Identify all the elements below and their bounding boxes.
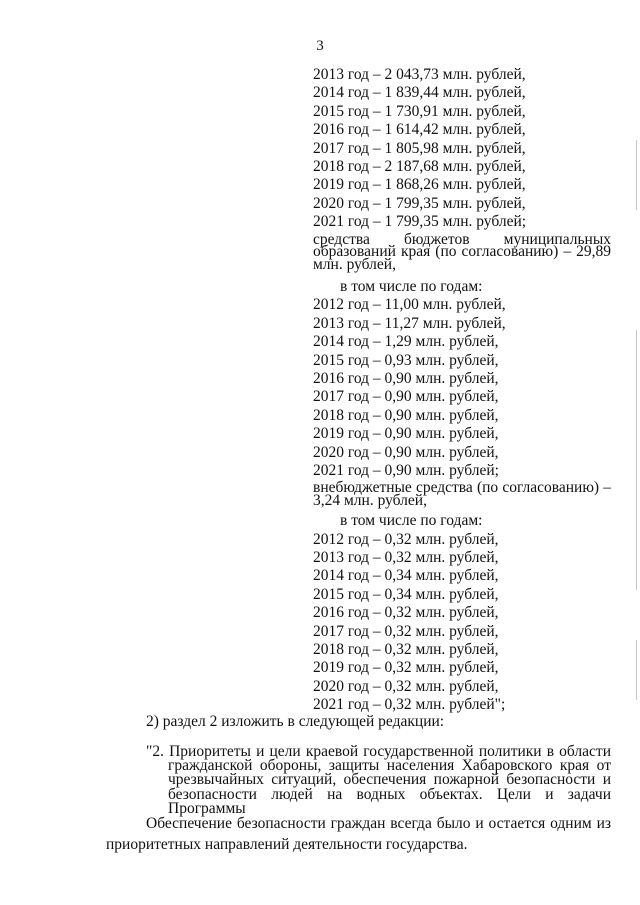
regional-budget-year-line: 2018 год – 2 187,68 млн. рублей, (313, 157, 526, 175)
regional-budget-year-line: 2015 год – 1 730,91 млн. рублей, (313, 102, 526, 120)
scan-margin-line (636, 140, 637, 210)
municipal-budget-list (313, 296, 611, 480)
funding-column (313, 66, 611, 715)
scan-margin-line (636, 640, 637, 700)
municipal-budget-year-line: 2018 год – 0,90 млн. рублей, (313, 406, 499, 424)
section-heading: "2. Приоритеты и цели краевой государственной политики в области гражданской обороны, защиты населения Хабаровского края от чрезвычайных ситуаций, обеспечения пожарной безопасности и безопасности людей на водных объектах. Цели и задачи Программы (146, 743, 611, 817)
regional-budget-year-line: 2016 год – 1 614,42 млн. рублей, (313, 121, 526, 139)
extrabudgetary-year-line: 2019 год – 0,32 млн. рублей, (313, 659, 499, 677)
municipal-budget-year-line: 2012 год – 11,00 млн. рублей, (313, 296, 506, 314)
section-change-instruction: 2) раздел 2 изложить в следующей редакции: (146, 713, 445, 730)
extrabudgetary-year-line: 2020 год – 0,32 млн. рублей, (313, 677, 499, 695)
municipal-budget-year-line: 2014 год – 1,29 млн. рублей, (313, 333, 499, 351)
municipal-budget-subheading: в том числе по годам: (340, 278, 483, 296)
regional-budget-list (313, 66, 611, 232)
municipal-budget-year-line: 2015 год – 0,93 млн. рублей, (313, 351, 499, 369)
body-paragraph: Обеспечение безопасности граждан всегда было и остается одним из приоритетных направлений деятельности государства. (106, 815, 611, 853)
regional-budget-year-line: 2013 год – 2 043,73 млн. рублей, (313, 66, 526, 83)
extrabudgetary-year-line: 2012 год – 0,32 млн. рублей, (313, 530, 499, 548)
municipal-budget-year-line: 2020 год – 0,90 млн. рублей, (313, 443, 499, 461)
extrabudgetary-heading: внебюджетные средства (по согласованию) – 3,24 млн. рублей, (313, 479, 611, 509)
extrabudgetary-year-line: 2015 год – 0,34 млн. рублей, (313, 585, 499, 603)
municipal-budget-year-line: 2013 год – 11,27 млн. рублей, (313, 314, 506, 332)
regional-budget-year-line: 2017 год – 1 805,98 млн. рублей, (313, 139, 526, 157)
extrabudgetary-year-line: 2017 год – 0,32 млн. рублей, (313, 622, 499, 640)
regional-budget-year-line: 2019 год – 1 868,26 млн. рублей, (313, 176, 526, 194)
extrabudgetary-list (313, 531, 611, 715)
extrabudgetary-year-line: 2016 год – 0,32 млн. рублей, (313, 604, 499, 622)
municipal-budget-heading: средства бюджетов муниципальных образований края (по согласованию) – 29,89 млн. рублей, (313, 230, 611, 273)
municipal-budget-year-line: 2016 год – 0,90 млн. рублей, (313, 369, 499, 387)
extrabudgetary-year-line: 2013 год – 0,32 млн. рублей, (313, 549, 499, 567)
municipal-budget-year-line: 2021 год – 0,90 млн. рублей; (313, 461, 499, 479)
regional-budget-year-line: 2020 год – 1 799,35 млн. рублей, (313, 194, 526, 212)
extrabudgetary-year-line: 2014 год – 0,34 млн. рублей, (313, 567, 499, 585)
extrabudgetary-subheading: в том числе по годам: (340, 512, 483, 530)
scan-margin-line (636, 330, 637, 590)
regional-budget-year-line: 2014 год – 1 839,44 млн. рублей, (313, 84, 526, 102)
municipal-budget-year-line: 2019 год – 0,90 млн. рублей, (313, 425, 499, 443)
regional-budget-year-line: 2021 год – 1 799,35 млн. рублей; (313, 213, 527, 231)
extrabudgetary-year-line: 2018 год – 0,32 млн. рублей, (313, 641, 499, 659)
municipal-budget-year-line: 2017 год – 0,90 млн. рублей, (313, 388, 499, 406)
extrabudgetary-year-line: 2021 год – 0,32 млн. рублей"; (313, 696, 506, 714)
page-number: 3 (316, 38, 324, 54)
